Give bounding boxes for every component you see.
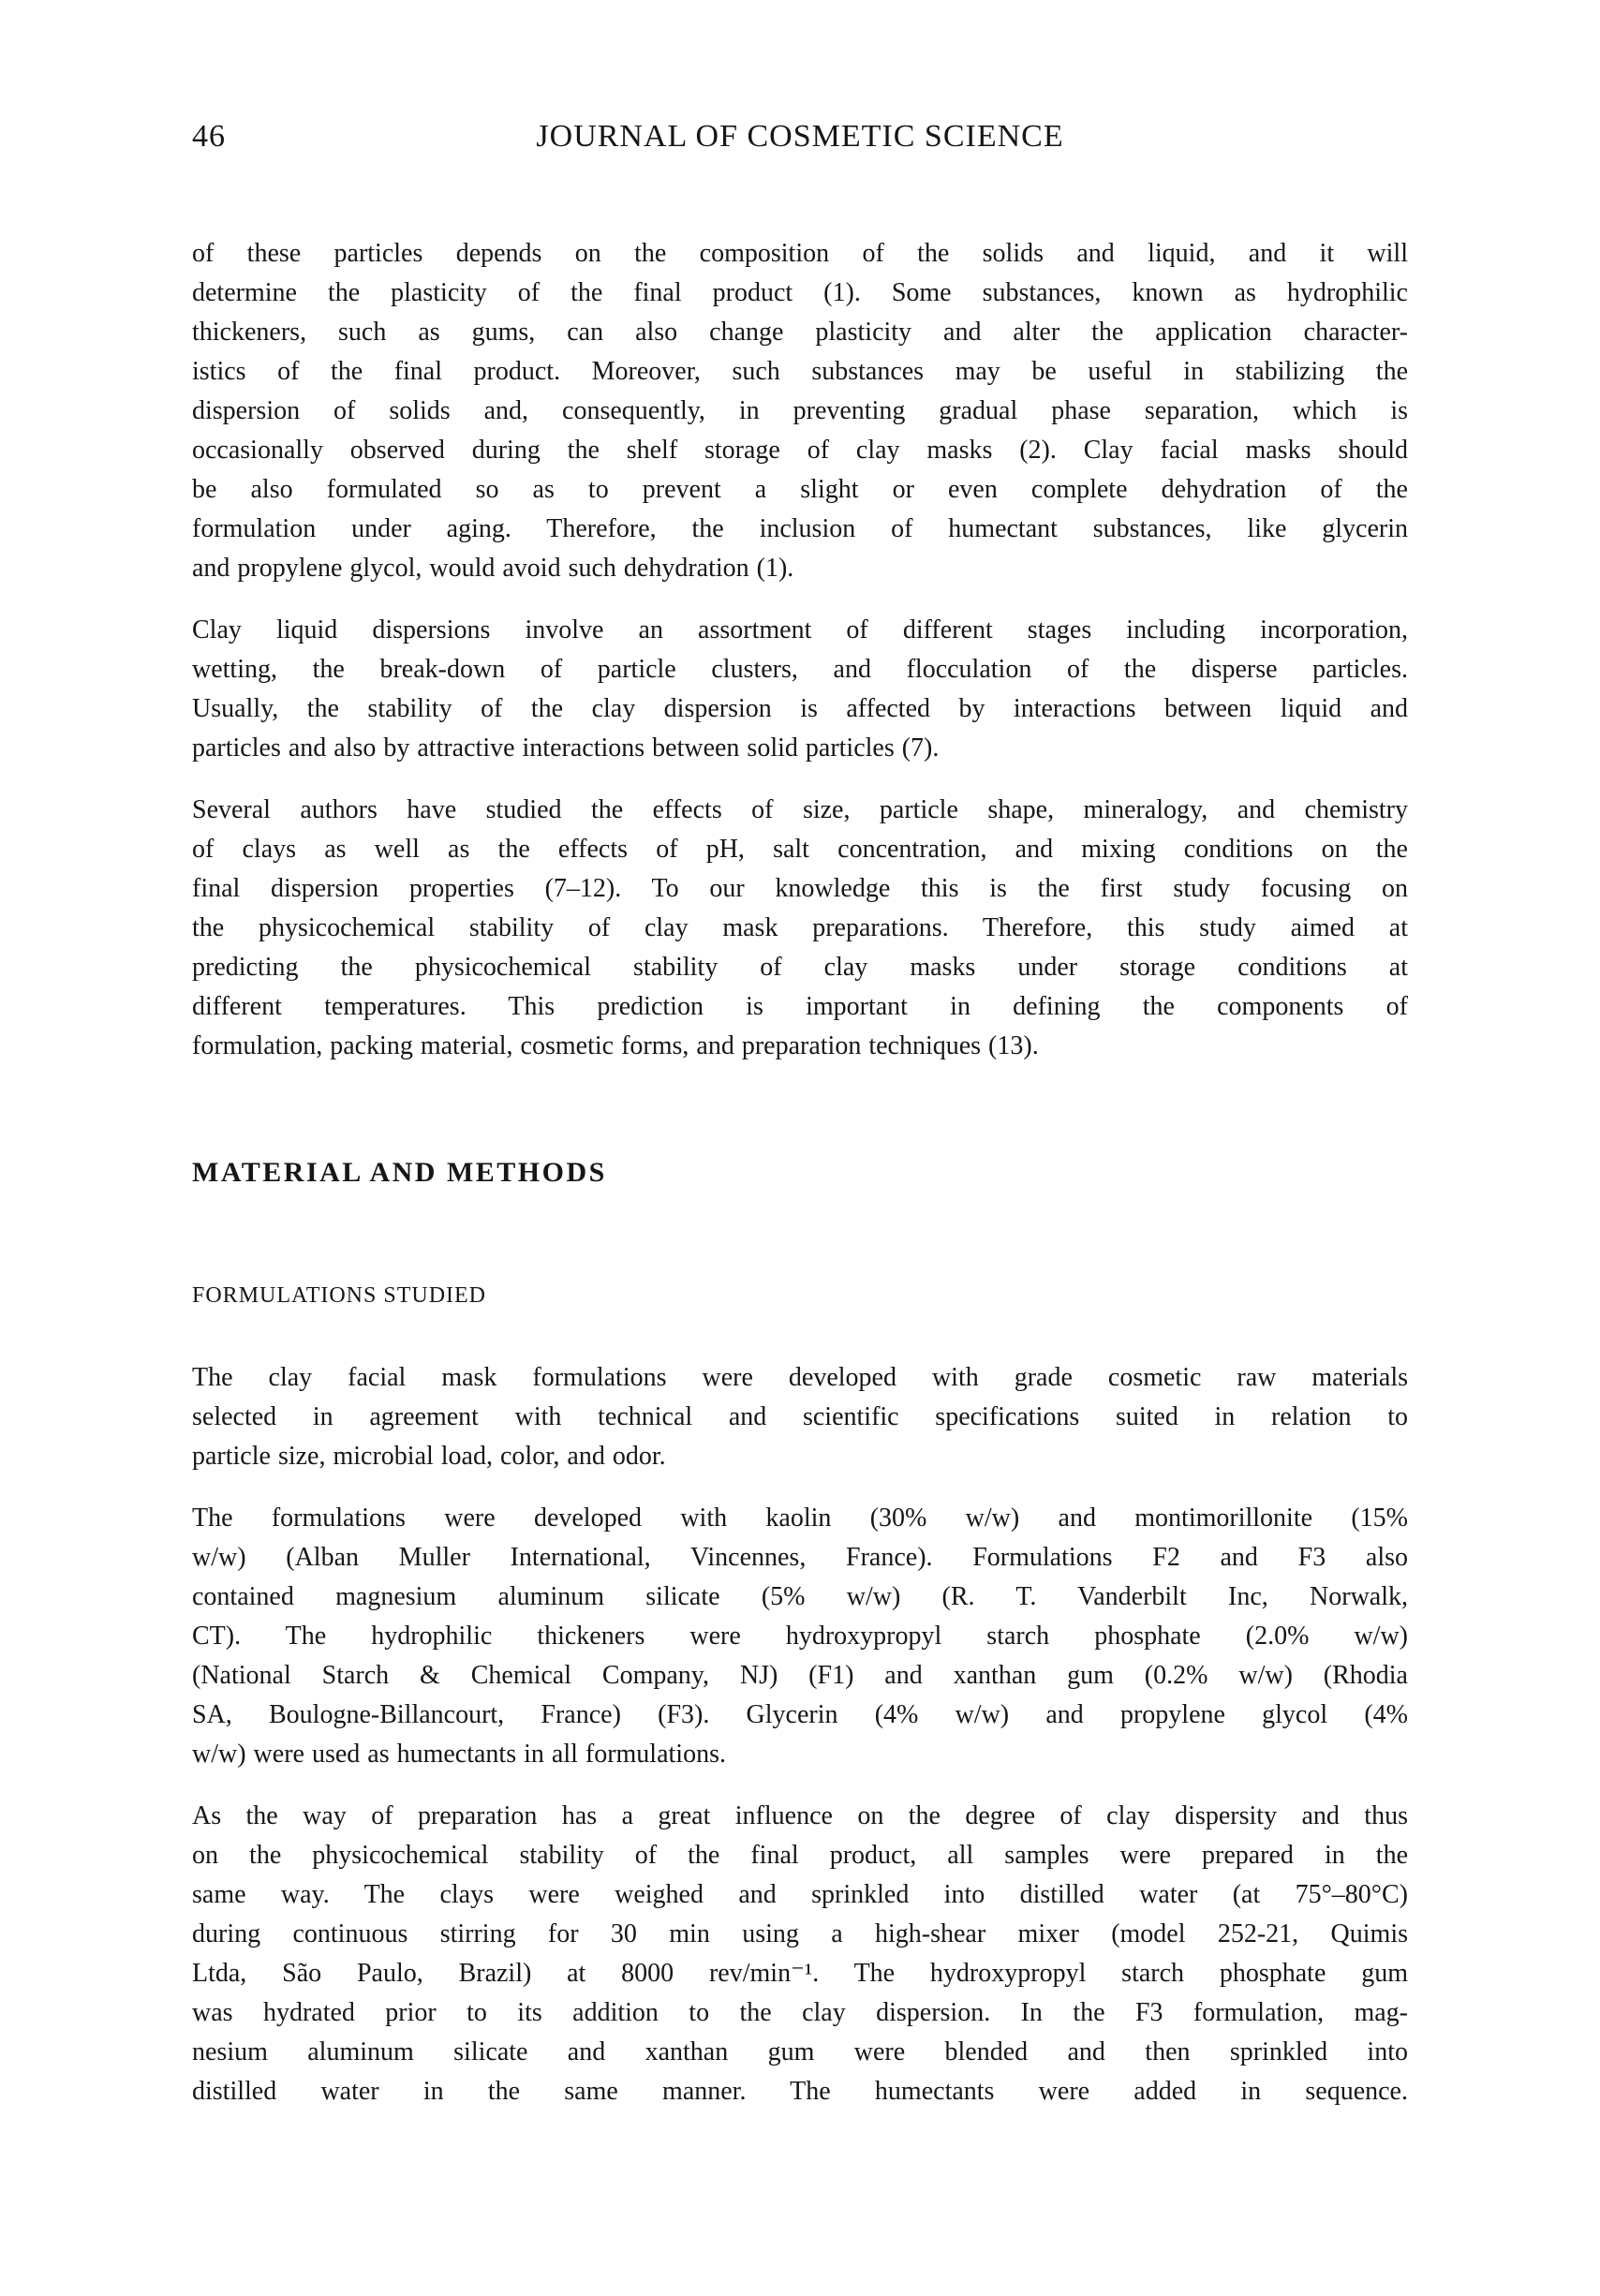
text-line: occasionally observed during the shelf storage of clay masks (2). Clay facial masks should bbox=[192, 436, 1408, 465]
section-heading-material-and-methods: MATERIAL AND METHODS bbox=[192, 1157, 607, 1188]
text-line: of clays as well as the effects of pH, salt concentration, and mixing conditions on the bbox=[192, 835, 1408, 864]
text-line: formulation, packing material, cosmetic forms, and preparation techniques (13). bbox=[192, 1031, 1039, 1060]
text-line: and propylene glycol, would avoid such dehydration (1). bbox=[192, 554, 794, 583]
text-line: distilled water in the same manner. The humectants were added in sequence. bbox=[192, 2077, 1408, 2106]
text-line: Ltda, São Paulo, Brazil) at 8000 rev/min⁻¹. The hydroxypropyl starch phosphate gum bbox=[192, 1959, 1408, 1988]
text-line: formulation under aging. Therefore, the inclusion of humectant substances, like glycerin bbox=[192, 514, 1408, 543]
text-line: predicting the physicochemical stability of clay masks under storage conditions at bbox=[192, 953, 1408, 982]
text-line: selected in agreement with technical and scientific specifications suited in relation to bbox=[192, 1402, 1408, 1431]
text-line: final dispersion properties (7–12). To our knowledge this is the first study focusing on bbox=[192, 874, 1408, 903]
text-line: be also formulated so as to prevent a slight or even complete dehydration of the bbox=[192, 475, 1408, 504]
text-line: nesium aluminum silicate and xanthan gum were blended and then sprinkled into bbox=[192, 2037, 1408, 2066]
text-line: As the way of preparation has a great influence on the degree of clay dispersity and thus bbox=[192, 1801, 1408, 1830]
text-line: (National Starch & Chemical Company, NJ) (F1) and xanthan gum (0.2% w/w) (Rhodia bbox=[192, 1661, 1408, 1690]
paragraph-intro-1 bbox=[192, 234, 1408, 588]
text-line: Several authors have studied the effects of size, particle shape, mineralogy, and chemistry bbox=[192, 795, 1408, 824]
text-column bbox=[192, 118, 1408, 2111]
text-line: different temperatures. This prediction is important in defining the components of bbox=[192, 992, 1408, 1021]
text-line: Clay liquid dispersions involve an assortment of different stages including incorporation, bbox=[192, 615, 1408, 644]
text-line: CT). The hydrophilic thickeners were hydroxypropyl starch phosphate (2.0% w/w) bbox=[192, 1622, 1408, 1651]
text-line: was hydrated prior to its addition to the clay dispersion. In the F3 formulation, mag- bbox=[192, 1998, 1408, 2027]
text-line: determine the plasticity of the final product (1). Some substances, known as hydrophilic bbox=[192, 278, 1408, 307]
text-line: the physicochemical stability of clay mask preparations. Therefore, this study aimed at bbox=[192, 913, 1408, 942]
text-line: particle size, microbial load, color, and odor. bbox=[192, 1442, 666, 1471]
paragraph-intro-2 bbox=[192, 611, 1408, 768]
paragraph-intro-3 bbox=[192, 791, 1408, 1066]
text-line: dispersion of solids and, consequently, in preventing gradual phase separation, which is bbox=[192, 396, 1408, 425]
text-line: w/w) were used as humectants in all formulations. bbox=[192, 1740, 726, 1769]
paragraph-methods-1 bbox=[192, 1358, 1408, 1476]
paragraph-methods-3 bbox=[192, 1797, 1408, 2111]
text-line: The clay facial mask formulations were developed with grade cosmetic raw materials bbox=[192, 1363, 1408, 1392]
running-head bbox=[192, 118, 1408, 156]
text-line: SA, Boulogne-Billancourt, France) (F3). Glycerin (4% w/w) and propylene glycol (4% bbox=[192, 1700, 1408, 1729]
subsection-heading-formulations-studied: FORMULATIONS STUDIED bbox=[192, 1283, 487, 1308]
text-line: Usually, the stability of the clay dispersion is affected by interactions between liquid and bbox=[192, 694, 1408, 723]
journal-title: JOURNAL OF COSMETIC SCIENCE bbox=[536, 119, 1064, 154]
text-line: on the physicochemical stability of the final product, all samples were prepared in the bbox=[192, 1841, 1408, 1870]
text-line: during continuous stirring for 30 min using a high-shear mixer (model 252-21, Quimis bbox=[192, 1919, 1408, 1948]
text-line: of these particles depends on the composition of the solids and liquid, and it will bbox=[192, 239, 1408, 268]
text-line: particles and also by attractive interactions between solid particles (7). bbox=[192, 733, 940, 763]
text-line: w/w) (Alban Muller International, Vincennes, France). Formulations F2 and F3 also bbox=[192, 1543, 1408, 1572]
text-line: contained magnesium aluminum silicate (5% w/w) (R. T. Vanderbilt Inc, Norwalk, bbox=[192, 1582, 1408, 1611]
text-line: wetting, the break-down of particle clusters, and flocculation of the disperse particles. bbox=[192, 655, 1408, 684]
paragraph-methods-2 bbox=[192, 1499, 1408, 1774]
text-line: thickeners, such as gums, can also change plasticity and alter the application character- bbox=[192, 318, 1408, 347]
text-line: istics of the final product. Moreover, such substances may be useful in stabilizing the bbox=[192, 357, 1408, 386]
page-number: 46 bbox=[192, 119, 226, 154]
text-line: The formulations were developed with kaolin (30% w/w) and montimorillonite (15% bbox=[192, 1504, 1408, 1533]
text-line: same way. The clays were weighed and sprinkled into distilled water (at 75°–80°C) bbox=[192, 1880, 1408, 1909]
